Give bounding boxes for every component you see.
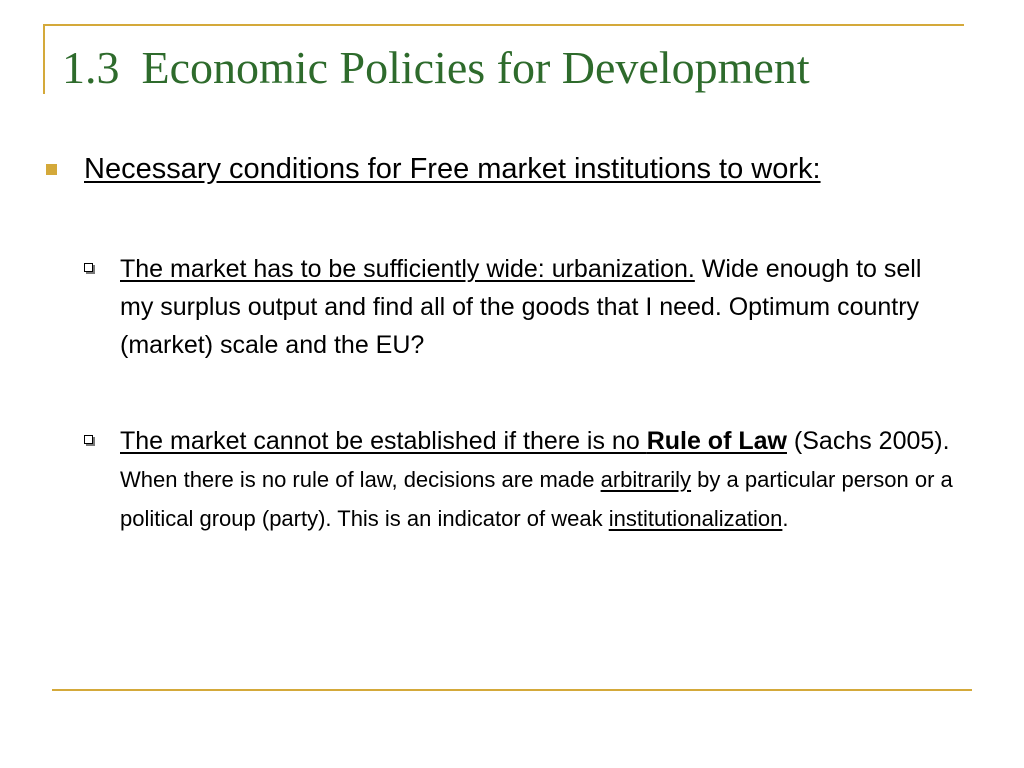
point-rest-part2: by a particular person or a political group (party). This is an indicator of weak — [120, 467, 953, 531]
heading-bullet-text: Necessary conditions for Free market institutions to work: — [84, 153, 821, 185]
square-bullet-icon — [46, 164, 57, 175]
citation: (Sachs 2005) — [786, 427, 943, 455]
point-rest: Wide enough to sell my surplus output and find all of the goods that I need. Optimum country (market) scale and the EU? — [120, 255, 922, 359]
arbitrarily-term: arbitrarily — [600, 467, 692, 492]
punctuation: . — [942, 427, 950, 455]
institutionalization-term: institutionalization — [608, 506, 783, 531]
point-lead: The market cannot be established if there is no — [120, 427, 647, 455]
hollow-square-bullet-icon — [84, 263, 93, 272]
sub-bullet-urbanization — [84, 250, 954, 364]
point-rest-part1: When there is no rule of law, decisions are made — [120, 467, 601, 492]
point-lead: The market has to be sufficiently wide: urbanization. — [120, 255, 695, 283]
heading-bullet — [46, 150, 926, 188]
hollow-square-bullet-icon — [84, 435, 93, 444]
end-period: . — [782, 506, 789, 531]
left-rule — [43, 24, 45, 94]
title-text: Economic Policies for Development — [141, 42, 810, 93]
rule-of-law-term: Rule of Law — [646, 427, 787, 455]
slide-title — [62, 40, 810, 96]
top-rule — [43, 24, 964, 26]
bottom-rule — [52, 689, 972, 691]
section-number: 1.3 — [62, 42, 120, 93]
sub-bullet-text — [120, 250, 954, 364]
sub-bullet-rule-of-law — [84, 422, 954, 538]
sub-bullet-text — [120, 422, 954, 538]
